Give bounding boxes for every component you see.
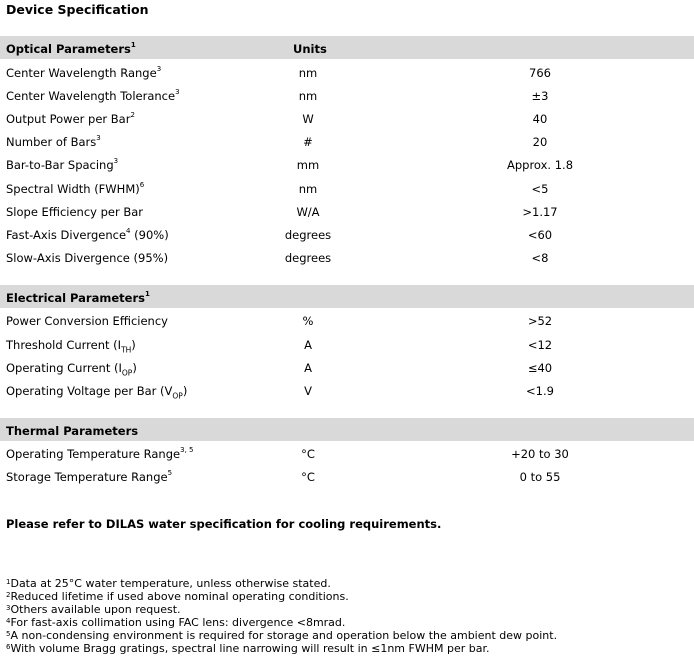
table-row xyxy=(0,62,694,85)
param-unit: A xyxy=(304,338,312,352)
table-row xyxy=(0,201,694,224)
param-label: Number of Bars$^3$ xyxy=(6,134,101,149)
param-label: Operating Temperature Range$^{3, 5}$ xyxy=(6,446,194,461)
table-row xyxy=(0,108,694,131)
param-label: Storage Temperature Range$^5$ xyxy=(6,469,173,484)
param-unit: degrees xyxy=(284,228,332,242)
param-label: Output Power per Bar$^2$ xyxy=(6,111,135,126)
thermal-section-header xyxy=(0,418,694,441)
table-row xyxy=(0,443,694,466)
param-unit: mm xyxy=(296,158,320,172)
table-row xyxy=(0,85,694,108)
param-label: Operating Voltage per Bar $(V_{OP})$ xyxy=(6,384,188,401)
param-value: <8 xyxy=(531,251,549,265)
param-label: Slope Efficiency per Bar xyxy=(6,205,144,219)
footnote: $^4$For fast-axis collimation using FAC lens: divergence <8mrad. xyxy=(6,616,346,629)
param-value: <12 xyxy=(527,338,553,352)
param-value: 0 to 55 xyxy=(519,470,561,484)
param-value: 40 xyxy=(532,112,548,126)
param-unit: °C xyxy=(301,470,315,484)
page-title: Device Specification xyxy=(6,2,149,17)
param-unit: nm xyxy=(298,182,318,196)
param-value: Approx. 1.8 xyxy=(506,158,574,172)
table-row xyxy=(0,357,694,380)
table-row xyxy=(0,154,694,177)
electrical-header-label: Electrical Parameters$^1$ xyxy=(6,290,150,305)
param-label: Center Wavelength Tolerance$^3$ xyxy=(6,88,180,103)
param-label: Center Wavelength Range$^3$ xyxy=(6,65,162,80)
table-row xyxy=(0,131,694,154)
optical-header-label: Optical Parameters$^1$ xyxy=(6,41,136,56)
footnote: $^6$With volume Bragg gratings, spectral line narrowing will result in ≤1nm FWHM per bar. xyxy=(6,642,490,655)
param-label: Operating Current $(I_{OP})$ xyxy=(6,361,137,378)
param-label: Bar-to-Bar Spacing$^3$ xyxy=(6,157,119,172)
table-row xyxy=(0,334,694,357)
param-unit: nm xyxy=(298,66,318,80)
param-value: 20 xyxy=(532,135,548,149)
param-value: <60 xyxy=(527,228,553,242)
param-unit: °C xyxy=(301,447,315,461)
optical-section-header xyxy=(0,36,694,59)
param-unit: W/A xyxy=(296,205,320,219)
param-label: Slow-Axis Divergence (95%) xyxy=(6,251,169,265)
thermal-header-label: Thermal Parameters xyxy=(6,424,139,438)
cooling-note: Please refer to DILAS water specification for cooling requirements. xyxy=(6,517,442,531)
footnote: $^2$Reduced lifetime if used above nominal operating conditions. xyxy=(6,590,349,603)
param-unit: A xyxy=(304,361,312,375)
param-value: +20 to 30 xyxy=(511,447,569,461)
param-unit: W xyxy=(302,112,314,126)
table-row xyxy=(0,466,694,489)
footnote: $^1$Data at 25°C water temperature, unless otherwise stated. xyxy=(6,577,331,590)
param-label: Threshold Current $(I_{TH})$ xyxy=(6,338,136,355)
param-unit: V xyxy=(304,384,312,398)
param-label: Fast-Axis Divergence$^4$ (90%) xyxy=(6,227,169,242)
footnotes xyxy=(6,577,557,655)
param-unit: # xyxy=(303,135,313,149)
footnote: $^5$A non-condensing environment is required for storage and operation below the ambient dew point. xyxy=(6,629,558,642)
table-row xyxy=(0,178,694,201)
table-row xyxy=(0,247,694,270)
param-label: Spectral Width (FWHM)$^6$ xyxy=(6,181,145,196)
param-value: >52 xyxy=(527,314,553,328)
param-value: <1.9 xyxy=(526,384,554,398)
param-value: <5 xyxy=(531,182,549,196)
param-value: 766 xyxy=(529,66,551,80)
footnote: $^3$Others available upon request. xyxy=(6,603,181,616)
param-value: ≤40 xyxy=(527,361,553,375)
param-unit: degrees xyxy=(284,251,332,265)
electrical-section-header xyxy=(0,285,694,308)
param-label: Power Conversion Efficiency xyxy=(6,314,168,328)
param-unit: % xyxy=(302,314,314,328)
param-value: ±3 xyxy=(531,89,549,103)
table-row xyxy=(0,310,694,333)
units-header: Units xyxy=(293,42,327,56)
param-unit: nm xyxy=(298,89,318,103)
table-row xyxy=(0,224,694,247)
param-value: >1.17 xyxy=(522,205,558,219)
table-row xyxy=(0,380,694,403)
